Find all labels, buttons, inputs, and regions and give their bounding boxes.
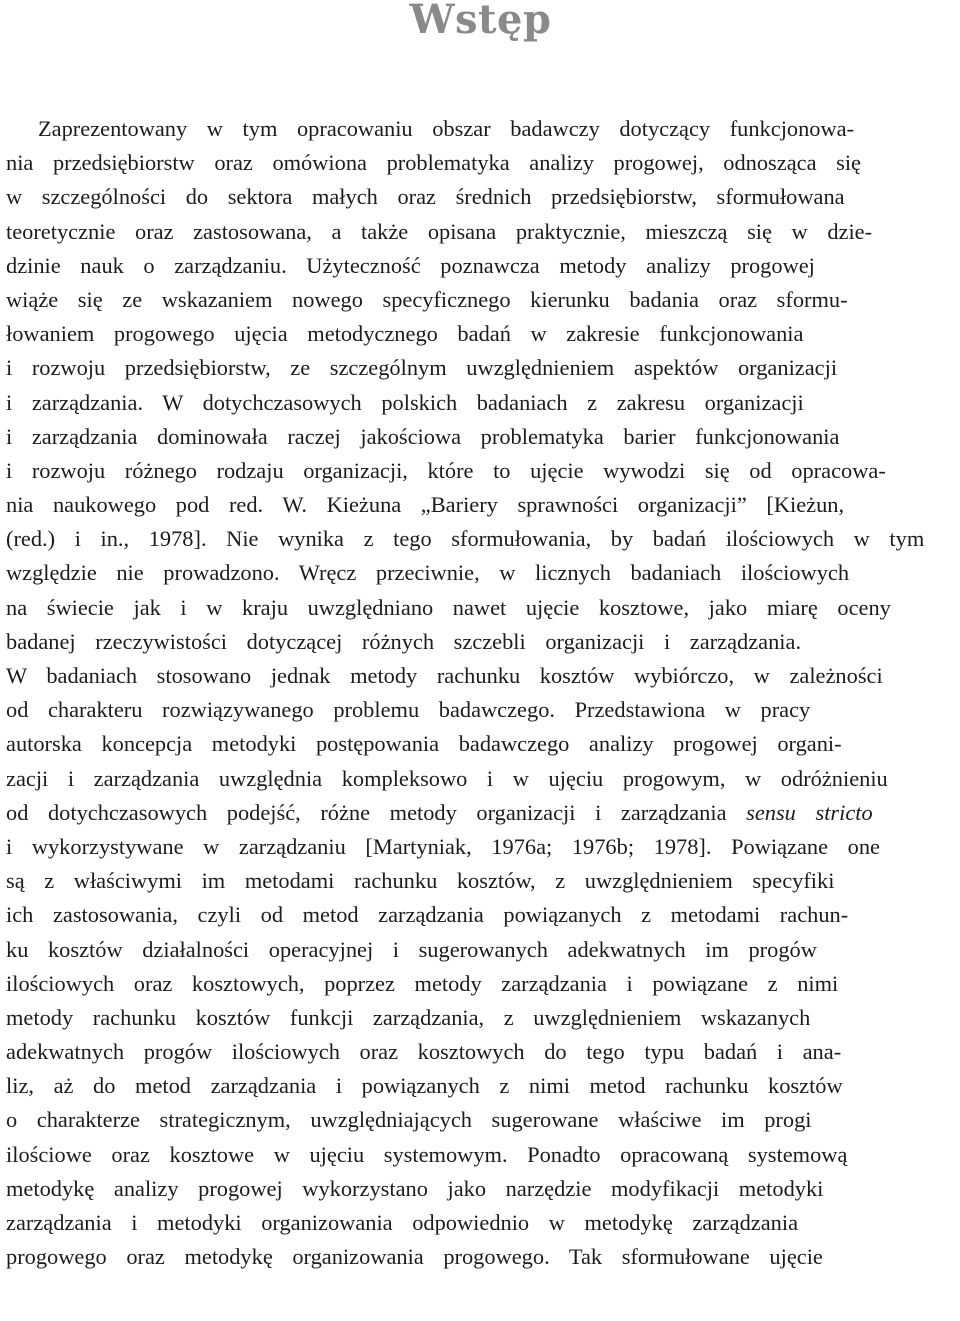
text-line: autorska koncepcja metodyki postępowania badawczego analizy progowej organi- <box>6 731 842 757</box>
text-line: ilościowe oraz kosztowe w ujęciu systemowym. Ponadto opracowaną systemową <box>6 1141 848 1167</box>
page-title: Wstęp <box>409 0 552 43</box>
text-line: (red.) i in., 1978]. Nie wynika z tego sformułowania, by badań ilościowych w tym <box>6 526 925 552</box>
text-line: dzinie nauk o zarządzaniu. Użyteczność poznawcza metody analizy progowej <box>6 252 815 278</box>
text-line: ku kosztów działalności operacyjnej i sugerowanych adekwatnych im progów <box>6 936 817 962</box>
text-line: badanej rzeczywistości dotyczącej różnych szczebli organizacji i zarządzania. <box>6 628 802 654</box>
text-line: metody rachunku kosztów funkcji zarządzania, z uwzględnieniem wskazanych <box>6 1004 811 1030</box>
text-line: ilościowych oraz kosztowych, poprzez metody zarządzania i powiązane z nimi <box>6 970 839 996</box>
text-line: metodykę analizy progowej wykorzystano jako narzędzie modyfikacji metodyki <box>6 1175 824 1201</box>
text-line: łowaniem progowego ujęcia metodycznego badań w zakresie funkcjonowania <box>6 321 804 347</box>
text-line-with-italic <box>6 796 955 830</box>
text-line: progowego oraz metodykę organizowania progowego. Tak sformułowane ujęcie <box>6 1244 823 1270</box>
text-line: i zarządzania. W dotychczasowych polskich badaniach z zakresu organizacji <box>6 389 804 415</box>
text-line: są z właściwymi im metodami rachunku kosztów, z uwzględnieniem specyfiki <box>6 868 835 894</box>
text-line: i rozwoju przedsiębiorstw, ze szczególnym uwzględnieniem aspektów organizacji <box>6 355 838 381</box>
text-line: W badaniach stosowano jednak metody rachunku kosztów wybiórczo, w zależności <box>6 663 883 688</box>
text-line: w szczególności do sektora małych oraz średnich przedsiębiorstw, sformułowana <box>6 184 845 210</box>
text-line: i zarządzania dominowała raczej jakościowa problematyka barier funkcjonowania <box>6 423 840 449</box>
text-line: wiąże się ze wskazaniem nowego specyficznego kierunku badania oraz sformu- <box>6 286 848 312</box>
text-line: ich zastosowania, czyli od metod zarządzania powiązanych z metodami rachun- <box>6 902 849 928</box>
text-line: na świecie jak i w kraju uwzględniano nawet ujęcie kosztowe, jako miarę oceny <box>6 594 891 620</box>
text-line: liz, aż do metod zarządzania i powiązanych z nimi metod rachunku kosztów <box>6 1073 843 1099</box>
text-line: teoretycznie oraz zastosowana, a także opisana praktycznie, mieszczą się w dzie- <box>6 218 873 244</box>
italic-phrase: sensu stricto <box>746 799 873 825</box>
text-line: adekwatnych progów ilościowych oraz kosztowych do tego typu badań i ana- <box>6 1039 842 1065</box>
text-line: zarządzania i metodyki organizowania odpowiednio w metodykę zarządzania <box>6 1210 799 1235</box>
text-line: nia naukowego pod red. W. Kieżuna „Bariery sprawności organizacji” [Kieżun, <box>6 492 845 518</box>
text-line: zacji i zarządzania uwzględnia kompleksowo i w ujęciu progowym, w odróżnieniu <box>6 765 888 791</box>
text-segment: od dotychczasowych podejść, różne metody organizacji i zarządzania <box>6 799 747 825</box>
text-line: względzie nie prowadzono. Wręcz przeciwnie, w licznych badaniach ilościowych <box>6 560 850 586</box>
body-paragraph <box>6 112 955 1274</box>
text-line: Zaprezentowany w tym opracowaniu obszar badawczy dotyczący funkcjonowa- <box>38 116 855 141</box>
text-line: o charakterze strategicznym, uwzględniających sugerowane właściwe im progi <box>6 1107 812 1133</box>
text-line: i rozwoju różnego rodzaju organizacji, które to ujęcie wywodzi się od opracowa- <box>6 457 886 483</box>
text-line: od charakteru rozwiązywanego problemu badawczego. Przedstawiona w pracy <box>6 697 811 723</box>
text-line: i wykorzystywane w zarządzaniu [Martyniak, 1976a; 1976b; 1978]. Powiązane one <box>6 833 880 859</box>
text-line: nia przedsiębiorstw oraz omówiona problematyka analizy progowej, odnosząca się <box>6 150 861 176</box>
